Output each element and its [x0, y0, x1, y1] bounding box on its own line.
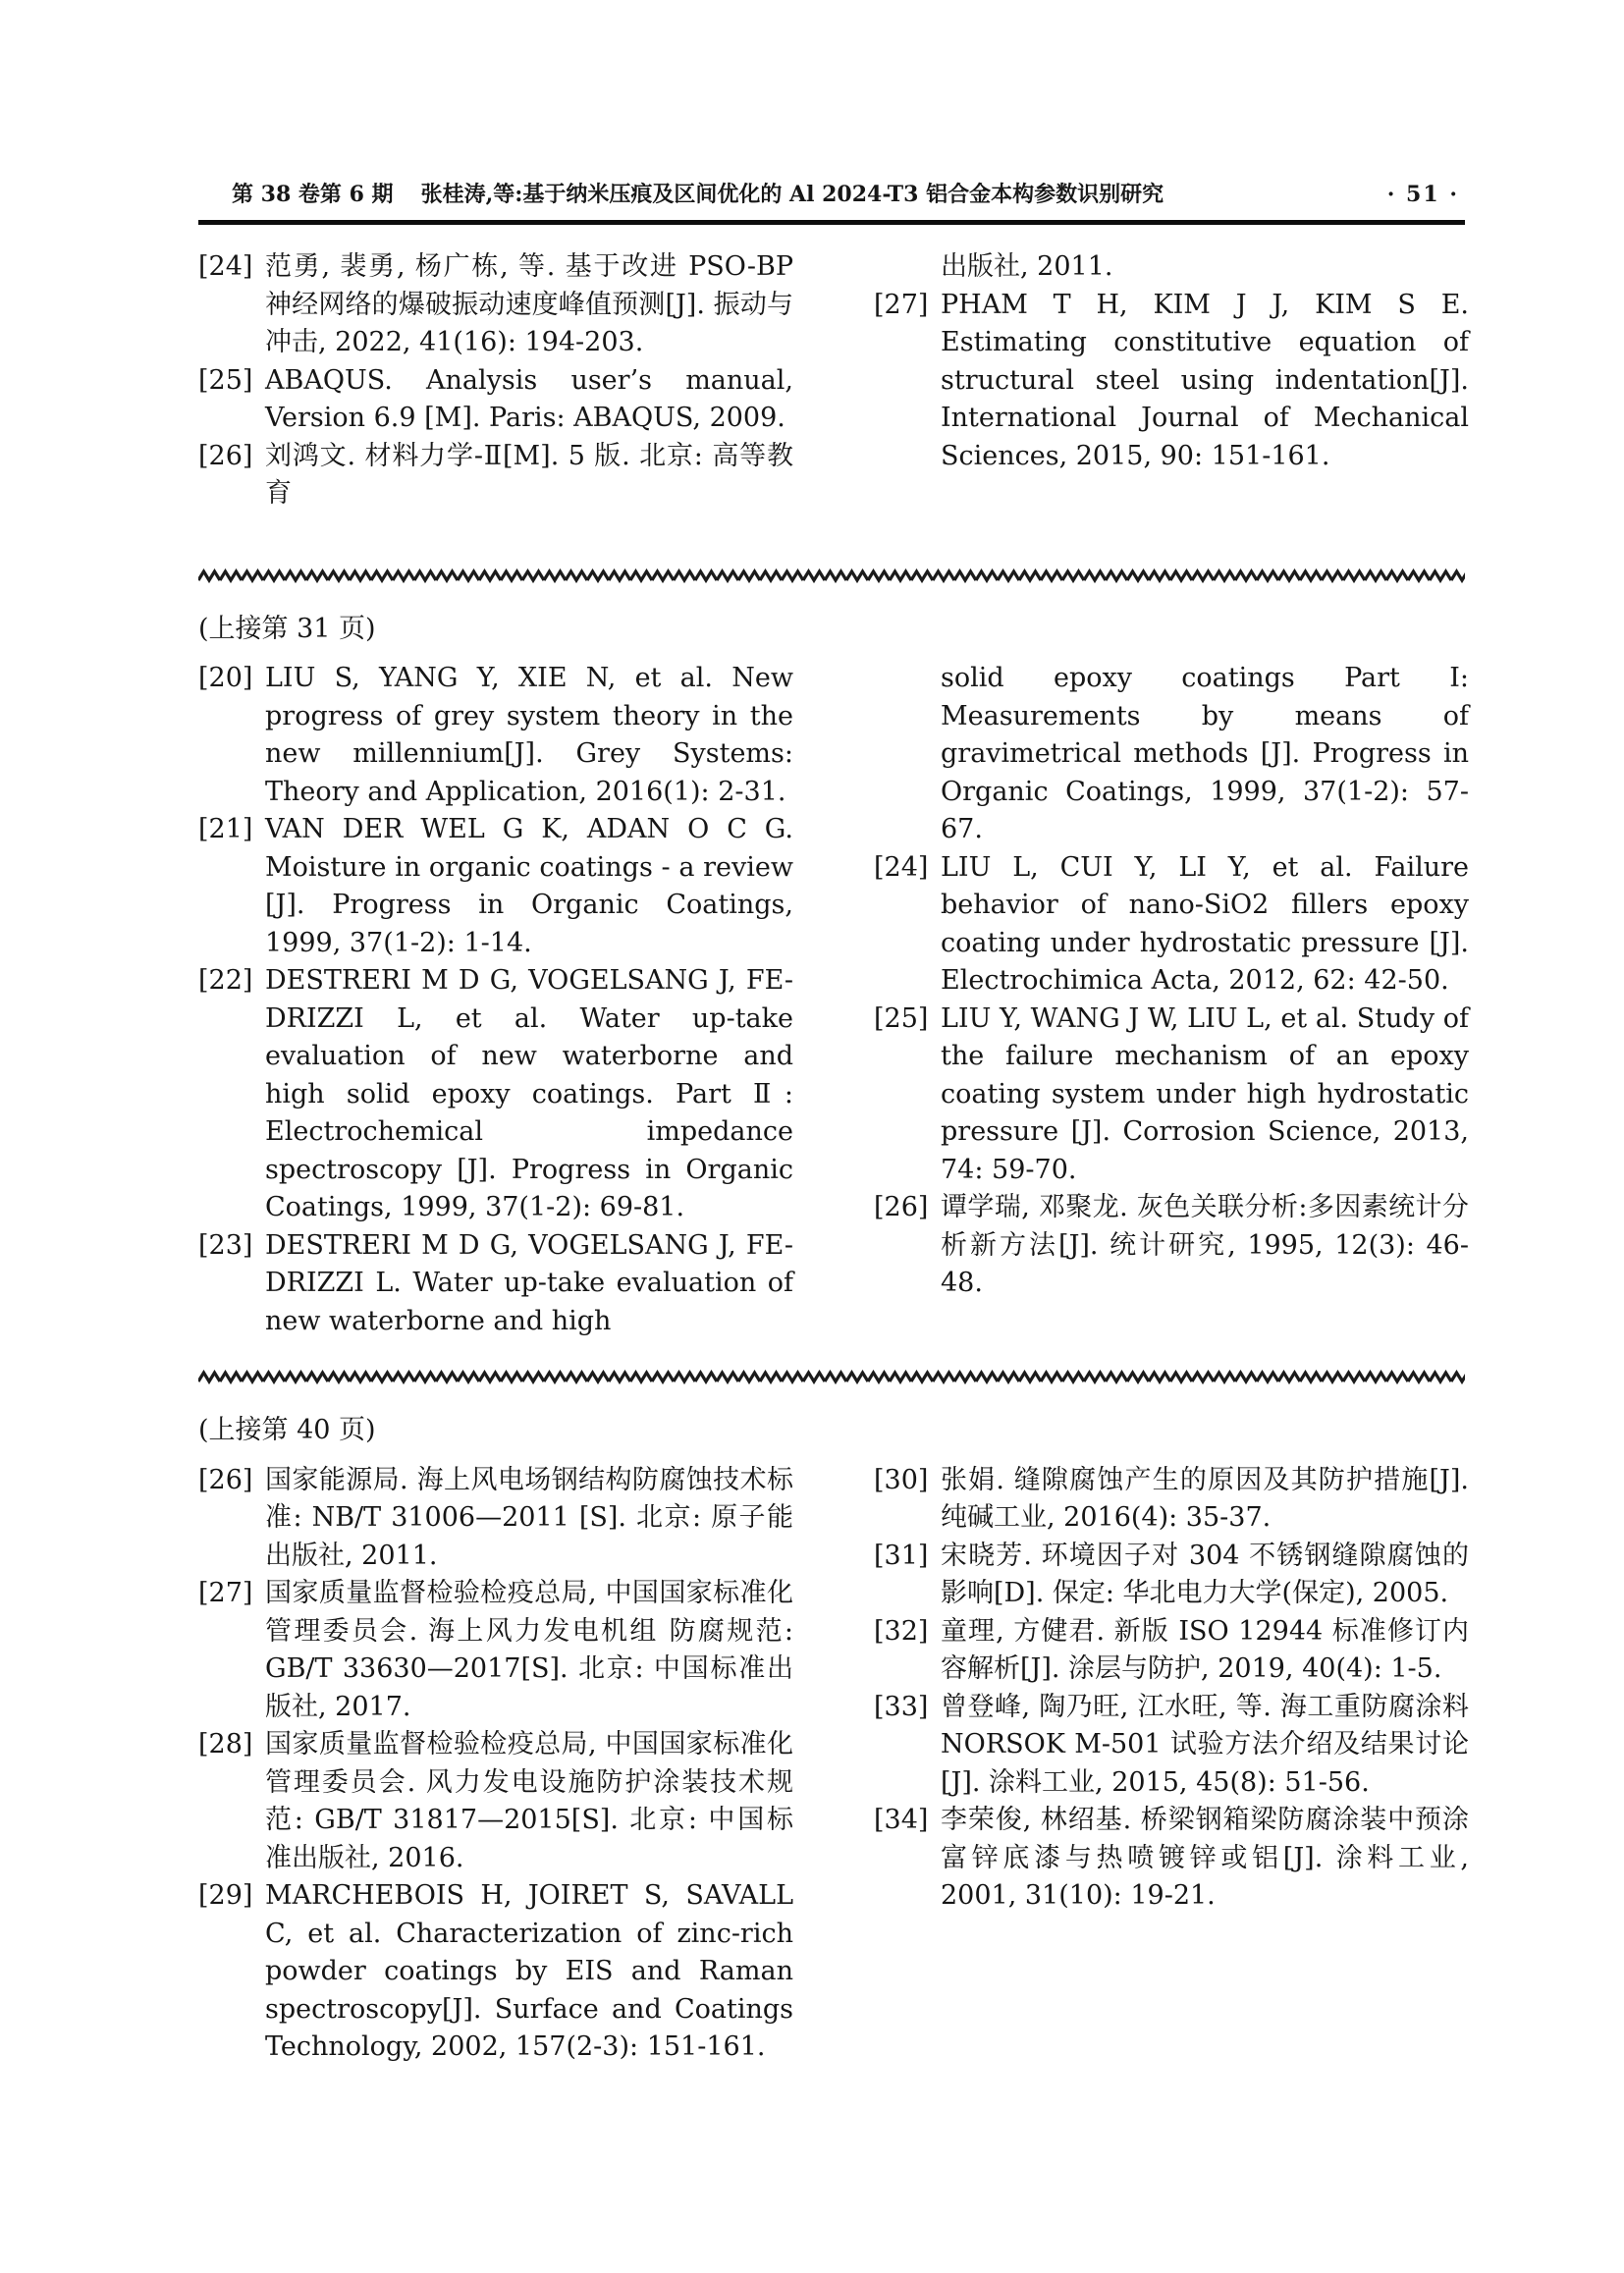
- references-section-3: [198, 1462, 1469, 2067]
- references-section-2: [198, 660, 1469, 1340]
- two-column-layout: [198, 660, 1469, 1340]
- reference-text: ABAQUS. Analysis user’s manual, Version 6.9 [M]. Paris: ABAQUS, 2009.: [265, 364, 793, 433]
- reference-text: PHAM T H, KIM J J, KIM S E. Estimating constitutive equation of structural steel using indentation[J]. International Journal of Mechanical Sciences, 2015, 90: 151-161.: [941, 289, 1469, 471]
- reference-number: [27]: [198, 1578, 253, 1608]
- reference-text: MARCHEBOIS H, JOIRET S, SAVALL C, et al. Characterization of zinc-rich powder coatings by EIS and Raman spectroscopy[J]. Surface and Coatings Technology, 2002, 157(2-3): 151-161.: [265, 1880, 793, 2062]
- right-column: [874, 660, 1469, 1340]
- reference-number: [20]: [198, 663, 253, 693]
- reference-number: [874, 248, 941, 287]
- reference-number: [26]: [874, 1192, 929, 1222]
- wavy-separator: [198, 568, 1465, 584]
- left-column: [198, 1462, 793, 2067]
- reference-item: [874, 1689, 1469, 1803]
- reference-item: [198, 1877, 793, 2067]
- reference-item: [198, 1575, 793, 1726]
- reference-number: [30]: [874, 1464, 929, 1495]
- reference-text: 童理, 方健君. 新版 ISO 12944 标准修订内容解析[J]. 涂层与防护, 2019, 40(4): 1-5.: [941, 1615, 1469, 1684]
- wavy-separator-graphic: [198, 568, 1465, 584]
- reference-item: [874, 660, 1469, 849]
- reference-number: [27]: [874, 289, 929, 320]
- right-column: [874, 1462, 1469, 2067]
- reference-number: [31]: [874, 1540, 929, 1571]
- wavy-separator: [198, 1370, 1465, 1385]
- reference-text: 宋晓芳. 环境因子对 304 不锈钢缝隙腐蚀的影响[D]. 保定: 华北电力大学(保定), 2005.: [941, 1540, 1469, 1608]
- reference-number: [28]: [198, 1729, 253, 1759]
- two-column-layout: [198, 248, 1469, 514]
- left-column: [198, 248, 793, 514]
- reference-item: [198, 1462, 793, 1576]
- reference-item: [198, 438, 793, 514]
- continued-from-heading: (上接第 40 页): [198, 1415, 376, 1445]
- reference-text: 范勇, 裴勇, 杨广栋, 等. 基于改进 PSO-BP 神经网络的爆破振动速度峰值预测[J]. 振动与冲击, 2022, 41(16): 194-203.: [265, 251, 793, 357]
- reference-text: LIU Y, WANG J W, LIU L, et al. Study of the failure mechanism of an epoxy coating system under high hydrostatic pressure [J]. Corrosion Science, 2013, 74: 59-70.: [941, 1002, 1469, 1185]
- two-column-layout: [198, 1462, 1469, 2067]
- reference-text: 张娟. 缝隙腐蚀产生的原因及其防护措施[J]. 纯碱工业, 2016(4): 35-37.: [941, 1464, 1469, 1533]
- reference-number: [22]: [198, 965, 253, 996]
- volume-issue: 第 38 卷第 6 期: [232, 182, 394, 207]
- reference-number: [26]: [198, 440, 253, 471]
- reference-text: solid epoxy coatings Part I: Measurements by means of gravimetrical methods [J]. Progress in Organic Coatings, 1999, 37(1-2): 57-67.: [941, 663, 1469, 844]
- reference-text: LIU S, YANG Y, XIE N, et al. New progress of grey system theory in the new millennium[J]. Grey Systems: Theory and Application, 2016(1): 2-31.: [265, 663, 793, 807]
- reference-number: [25]: [198, 364, 253, 396]
- reference-text: VAN DER WEL G K, ADAN O C G. Moisture in organic coatings - a review [J]. Progress in Organic Coatings, 1999, 37(1-2): 1-14.: [265, 814, 793, 958]
- page-header: [198, 180, 1465, 209]
- reference-item: [198, 962, 793, 1227]
- reference-text: 刘鸿文. 材料力学-Ⅱ[M]. 5 版. 北京: 高等教育: [265, 440, 793, 509]
- reference-number: [26]: [198, 1464, 253, 1495]
- reference-number: [24]: [198, 251, 253, 282]
- reference-item: [198, 1726, 793, 1877]
- reference-item: [198, 362, 793, 438]
- reference-number: [25]: [874, 1002, 929, 1034]
- reference-text: 出版社, 2011.: [941, 251, 1113, 282]
- reference-text: 国家质量监督检验检疫总局, 中国国家标准化管理委员会. 海上风力发电机组 防腐规范: GB/T 33630—2017[S]. 北京: 中国标准出版社, 2017.: [265, 1578, 793, 1722]
- right-column: [874, 248, 1469, 514]
- reference-item: [198, 248, 793, 362]
- reference-number: [23]: [198, 1229, 253, 1261]
- reference-item: [874, 287, 1469, 476]
- reference-number: [21]: [198, 814, 253, 844]
- reference-number: [33]: [874, 1691, 929, 1722]
- header-rule: [198, 220, 1465, 225]
- continued-from-heading: (上接第 31 页): [198, 613, 376, 644]
- wavy-separator-graphic: [198, 1370, 1465, 1385]
- reference-item: [198, 811, 793, 962]
- reference-item: [874, 248, 1469, 287]
- reference-item: [874, 1802, 1469, 1916]
- reference-text: 李荣俊, 林绍基. 桥梁钢箱梁防腐涂装中预涂富锌底漆与热喷镀锌或铝[J]. 涂料工业, 2001, 31(10): 19-21.: [941, 1805, 1469, 1911]
- reference-text: 曾登峰, 陶乃旺, 江水旺, 等. 海工重防腐涂料 NORSOK M-501 试验方法介绍及结果讨论[J]. 涂料工业, 2015, 45(8): 51-56.: [941, 1691, 1469, 1798]
- references-section-1: [198, 248, 1469, 514]
- reference-text: DESTRERI M D G, VOGELSANG J, FE-DRIZZI L. Water up-take evaluation of new waterborne and high: [265, 1229, 793, 1336]
- reference-text: 国家质量监督检验检疫总局, 中国国家标准化管理委员会. 风力发电设施防护涂装技术规范: GB/T 31817—2015[S]. 北京: 中国标准出版社, 2016.: [265, 1729, 793, 1873]
- reference-number: [34]: [874, 1805, 929, 1835]
- reference-item: [198, 1227, 793, 1341]
- reference-item: [874, 1001, 1469, 1190]
- reference-text: LIU L, CUI Y, LI Y, et al. Failure behavior of nano-SiO2 fillers epoxy coating under hydrostatic pressure [J]. Electrochimica Acta, 2012, 62: 42-50.: [941, 851, 1469, 996]
- reference-number: [32]: [874, 1615, 929, 1647]
- left-column: [198, 660, 793, 1340]
- page-number: · 51 ·: [1386, 182, 1459, 207]
- reference-item: [874, 1538, 1469, 1613]
- reference-item: [874, 1462, 1469, 1538]
- reference-item: [874, 1613, 1469, 1689]
- reference-item: [874, 849, 1469, 1001]
- running-title: 张桂涛,等:基于纳米压痕及区间优化的 Al 2024-T3 铝合金本构参数识别研究: [420, 182, 1164, 207]
- reference-number: [29]: [198, 1880, 253, 1911]
- reference-text: DESTRERI M D G, VOGELSANG J, FE-DRIZZI L, et al. Water up-take evaluation of new waterborne and high solid epoxy coatings. Part Ⅱ: Electrochemical impedance spectroscopy [J]. Progress in Organic Coatings, 1999, 37(1-2): 69-81.: [265, 965, 793, 1222]
- reference-number: [24]: [874, 851, 929, 883]
- reference-item: [198, 660, 793, 811]
- reference-text: 国家能源局. 海上风电场钢结构防腐蚀技术标准: NB/T 31006—2011 [S]. 北京: 原子能出版社, 2011.: [265, 1464, 793, 1571]
- reference-item: [874, 1189, 1469, 1303]
- reference-number: [874, 660, 941, 849]
- reference-text: 谭学瑞, 邓聚龙. 灰色关联分析:多因素统计分析新方法[J]. 统计研究, 1995, 12(3): 46-48.: [941, 1192, 1469, 1298]
